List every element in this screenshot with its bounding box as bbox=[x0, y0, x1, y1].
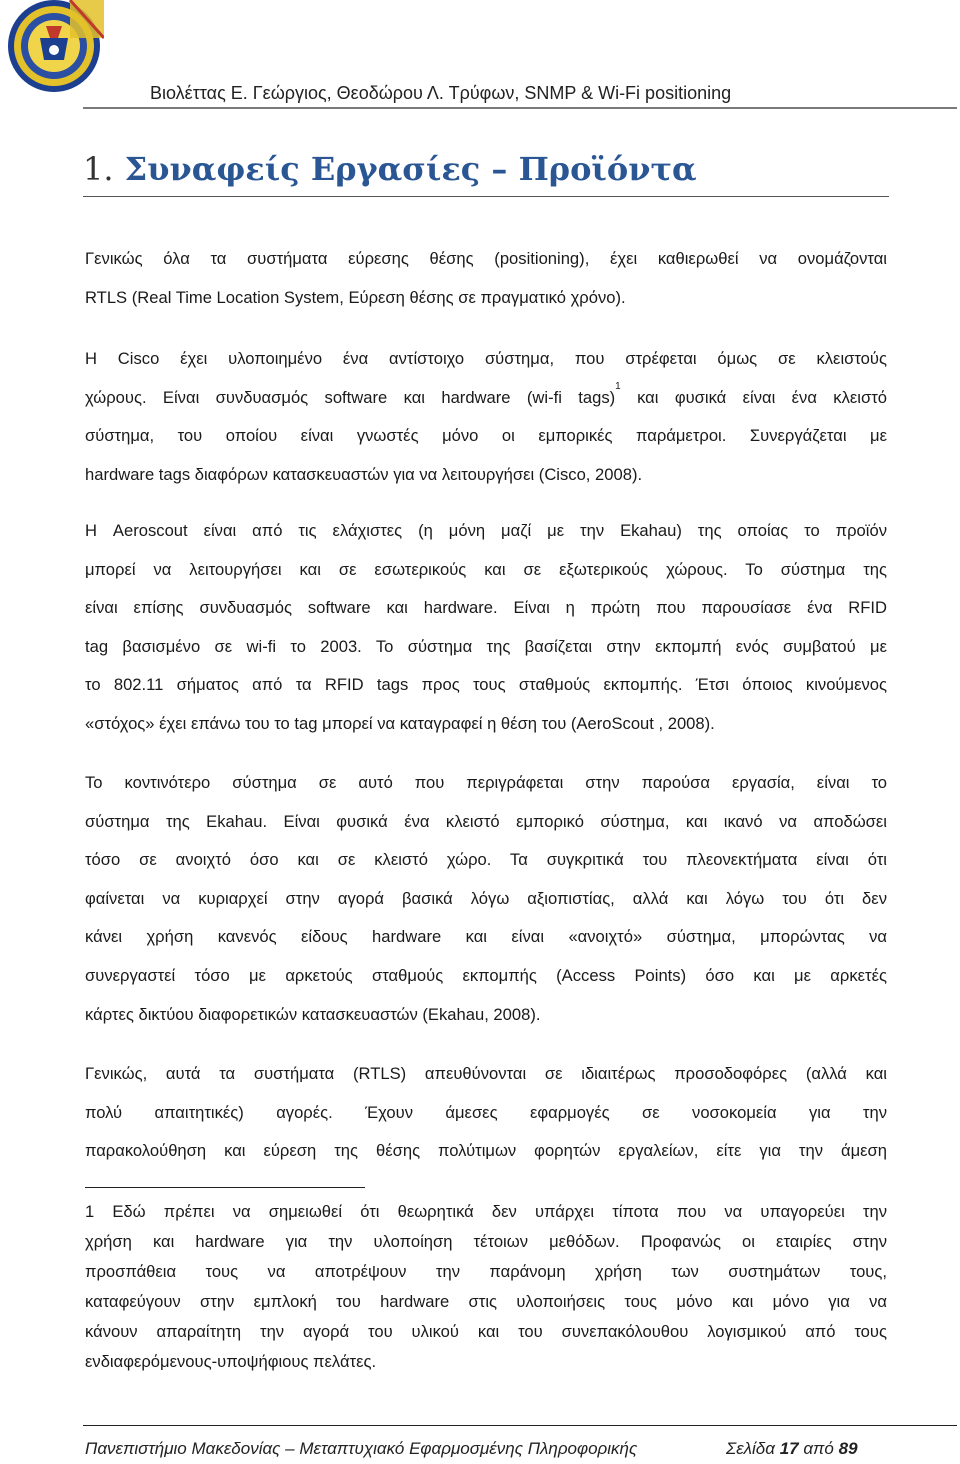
text-line: κάρτες δικτύου διαφορετικών κατασκευαστών (Ekahau, 2008). bbox=[85, 1004, 541, 1024]
text-line: τόσο σε ανοιχτό όσο και σε κλειστό χώρο. Τα συγκριτικά του πλεονεκτήματα είναι ότι bbox=[85, 850, 887, 870]
footnote-line: χρήση και hardware για την υλοποίηση τέτοιων μεθόδων. Προφανώς οι εταιρίες στην bbox=[85, 1232, 887, 1251]
footnote-separator bbox=[85, 1187, 365, 1188]
footnote-reference: 1 bbox=[615, 381, 621, 393]
text-line: είναι επίσης συνδυασμός software και hardware. Είναι η πρώτη που παρουσίασε ένα RFID bbox=[85, 598, 887, 618]
total-pages: 89 bbox=[838, 1439, 858, 1458]
text-line: Γενικώς, αυτά τα συστήματα (RTLS) απευθύνονται σε ιδιαιτέρως προσοδοφόρες (αλλά και bbox=[85, 1064, 887, 1083]
text-line: hardware tags διαφόρων κατασκευαστών για να λειτουργήσει (Cisco, 2008). bbox=[85, 464, 643, 484]
chapter-number: 1. bbox=[83, 150, 114, 188]
footer-institution: Πανεπιστήμιο Μακεδονίας – Μεταπτυχιακό Εφαρμοσμένης Πληροφορικής bbox=[85, 1439, 638, 1458]
text-line: «στόχος» έχει επάνω του το tag μπορεί να καταγραφεί η θέση του (AeroScout , 2008). bbox=[85, 713, 715, 733]
text-line: Η Aeroscout είναι από τις ελάχιστες (η μόνη μαζί με την Ekahau) της οποίας το προϊόν bbox=[85, 521, 887, 540]
text-line: παρακολούθηση και εύρεση της θέσης πολύτιμων φορητών εργαλείων, είτε για την άμεση bbox=[85, 1141, 887, 1161]
text-line: κάνει χρήση κανενός είδους hardware και είναι «ανοιχτό» σύστημα, μπορώντας να bbox=[85, 927, 887, 947]
paragraph-cisco bbox=[85, 340, 887, 494]
university-logo bbox=[0, 0, 104, 104]
heading-divider bbox=[83, 196, 889, 197]
footnote-line: ενδιαφερόμενους-υποψήφιους πελάτες. bbox=[85, 1352, 377, 1371]
footer-divider bbox=[83, 1425, 957, 1426]
text-line: συνεργαστεί τόσο με αρκετούς σταθμούς εκπομπής (Access Points) όσο και με αρκετές bbox=[85, 965, 887, 985]
footnote-line: καταφεύγουν στην εμπλοκή του hardware στις υλοποιήσεις τους μόνο και μόνο για να bbox=[85, 1292, 887, 1311]
text-line: RTLS (Real Time Location System, Εύρεση θέσης σε πραγματικό χρόνο). bbox=[85, 287, 626, 307]
text-line: φαίνεται να κυριαρχεί στην αγορά βασικά λόγω αξιοπιστίας, αλλά και λόγω του ότι δεν bbox=[85, 888, 887, 908]
header-divider bbox=[83, 107, 957, 109]
text-line: Γενικώς όλα τα συστήματα εύρεσης θέσης (positioning), έχει καθιερωθεί να ονομάζονται bbox=[85, 249, 887, 268]
text-line: Το κοντινότερο σύστημα σε αυτό που περιγράφεται στην παρούσα εργασία, είναι το bbox=[85, 773, 887, 792]
text-line: Η Cisco έχει υλοποιημένο ένα αντίστοιχο σύστημα, που στρέφεται όμως σε κλειστούς bbox=[85, 349, 887, 368]
footnote-line: 1 Εδώ πρέπει να σημειωθεί ότι θεωρητικά δεν υπάρχει τίποτα που να υπαγορεύει την bbox=[85, 1202, 887, 1221]
text-line: tag βασισμένο σε wi-fi το 2003. Το σύστημα της βασίζεται στην εκπομπή ενός συμβατού με bbox=[85, 636, 887, 656]
page-indicator bbox=[726, 1439, 858, 1459]
chapter-title: Συναφείς Εργασίες – Προϊόντα bbox=[124, 150, 697, 188]
text-line bbox=[85, 379, 887, 418]
page-footer bbox=[85, 1439, 885, 1459]
paragraph-ekahau bbox=[85, 764, 887, 1034]
paragraph-aeroscout bbox=[85, 512, 887, 744]
paragraph-rtls-markets bbox=[85, 1055, 887, 1171]
text-line: το 802.11 σήματος από τα RFID tags προς τους σταθμούς εκπομπής. Έτσι όποιος κινούμενος bbox=[85, 675, 887, 695]
footnote-line: κάνουν απαραίτητη την αγορά του υλικού και του συνεπακόλουθου λογισμικού από τους bbox=[85, 1322, 887, 1341]
text-line: σύστημα, του οποίου είναι γνωστές μόνο οι εμπορικές παράμετροι. Συνεργάζεται με bbox=[85, 426, 887, 446]
text-segment: και φυσικά είναι ένα κλειστό bbox=[620, 387, 887, 407]
footnote bbox=[85, 1197, 887, 1377]
paragraph-rtls-intro bbox=[85, 240, 887, 317]
running-header: Βιολέττας Ε. Γεώργιος, Θεοδώρου Λ. Τρύφων, SNMP & Wi-Fi positioning bbox=[150, 83, 732, 103]
page-word: Σελίδα bbox=[726, 1439, 775, 1458]
text-line: μπορεί να λειτουργήσει και σε εσωτερικούς και σε εξωτερικούς χώρους. Το σύστημα της bbox=[85, 559, 887, 579]
of-word: από bbox=[803, 1439, 834, 1458]
page-number: 17 bbox=[779, 1439, 799, 1458]
text-line: πολύ απαιτητικές) αγορές. Έχουν άμεσες εφαρμογές σε νοσοκομεία για την bbox=[85, 1102, 887, 1122]
chapter-heading bbox=[83, 150, 957, 188]
text-segment: χώρους. Είναι συνδυασμός software και hardware (wi-fi tags) bbox=[85, 387, 616, 407]
footnote-line: προσπάθεια τους να αποτρέψουν την παράνομη χρήση των συστημάτων τους, bbox=[85, 1262, 887, 1281]
text-line: σύστημα της Ekahau. Είναι φυσικά ένα κλειστό εμπορικό σύστημα, και ικανό να αποδώσει bbox=[85, 811, 887, 831]
